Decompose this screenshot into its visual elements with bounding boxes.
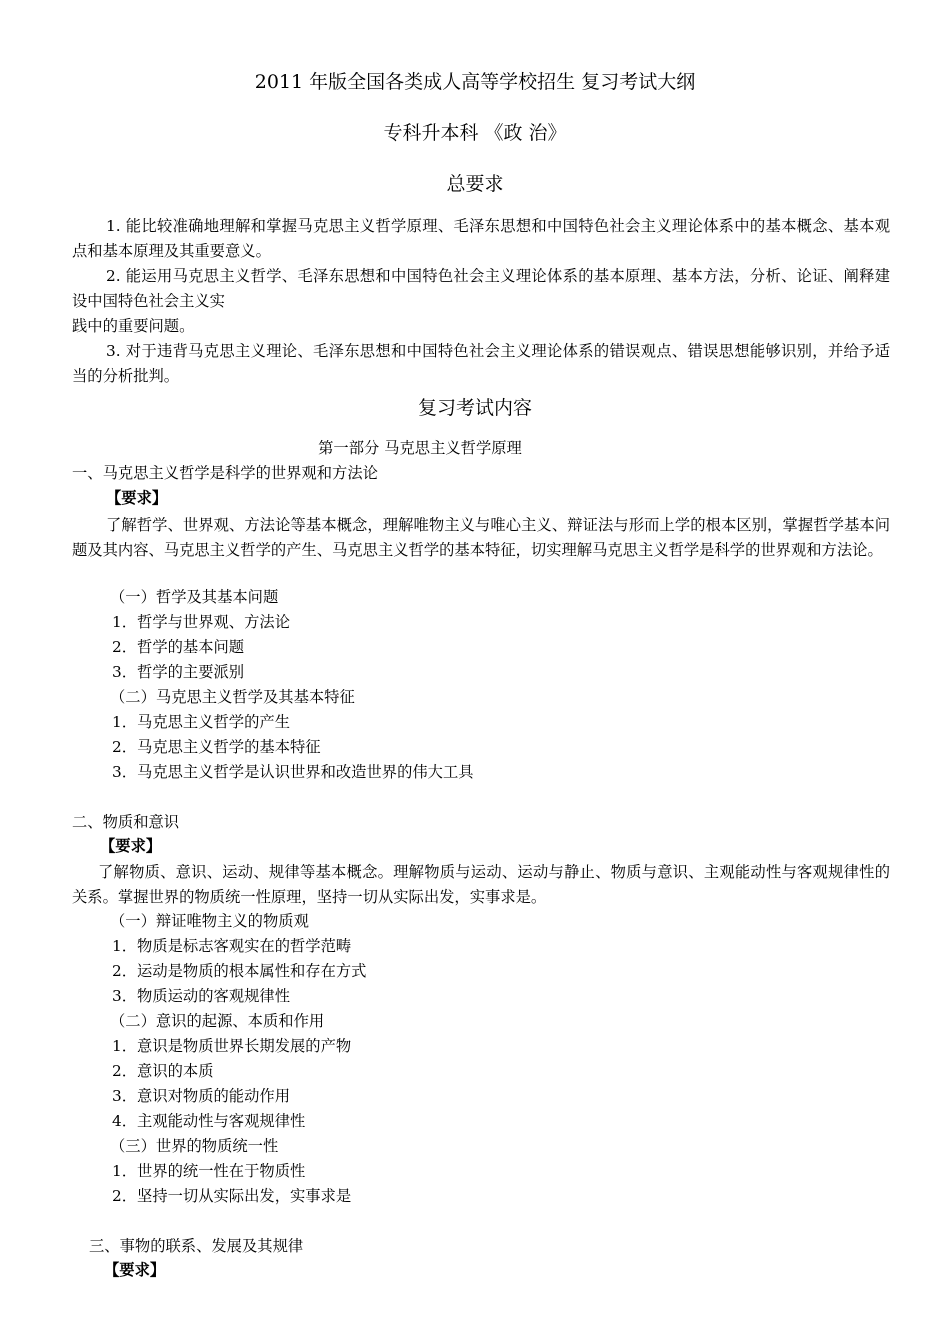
outline-item: 1．物质是标志客观实在的哲学范畴 — [112, 937, 352, 955]
outline-item: （二）马克思主义哲学及其基本特征 — [110, 688, 355, 706]
general-requirement-2-cont: 践中的重要问题。 — [72, 317, 195, 335]
outline-item: 2．哲学的基本问题 — [112, 638, 245, 656]
part-heading: 第一部分 马克思主义哲学原理 — [318, 439, 522, 457]
outline-item: 3．马克思主义哲学是认识世界和改造世界的伟大工具 — [112, 763, 474, 781]
outline-item: （一）哲学及其基本问题 — [110, 588, 279, 606]
outline-item: 1．世界的统一性在于物质性 — [112, 1162, 306, 1180]
section-heading: 一、马克思主义哲学是科学的世界观和方法论 — [72, 464, 378, 482]
general-requirement-3: 3. 对于违背马克思主义理论、毛泽东思想和中国特色社会主义理论体系的错误观点、错误思想能够识别，并给予适当的分析批判。 — [72, 342, 890, 385]
outline-item: 1．哲学与世界观、方法论 — [112, 613, 290, 631]
requirement-label: 【要求】 — [106, 489, 168, 507]
outline-item: 3．哲学的主要派别 — [112, 663, 245, 681]
general-requirement-1: 1. 能比较准确地理解和掌握马克思主义哲学原理、毛泽东思想和中国特色社会主义理论体系中的基本概念、基本观点和基本原理及其重要意义。 — [72, 217, 890, 260]
requirement-text: 了解物质、意识、运动、规律等基本概念。理解物质与运动、运动与静止、物质与意识、主观能动性与客观规律性的关系。掌握世界的物质统一性原理，坚持一切从实际出发，实事求是。 — [72, 863, 890, 906]
outline-item: 4．主观能动性与客观规律性 — [112, 1112, 306, 1130]
outline-item: 1．马克思主义哲学的产生 — [112, 713, 290, 731]
outline-item: （一）辩证唯物主义的物质观 — [110, 912, 309, 930]
general-requirement-2: 2. 能运用马克思主义哲学、毛泽东思想和中国特色社会主义理论体系的基本原理、基本方法，分析、论证、阐释建设中国特色社会主义实 — [72, 267, 890, 310]
outline-item: 1．意识是物质世界长期发展的产物 — [112, 1037, 352, 1055]
section-heading: 三、事物的联系、发展及其规律 — [89, 1237, 304, 1255]
outline-item: 2．运动是物质的根本属性和存在方式 — [112, 962, 367, 980]
requirement-label: 【要求】 — [100, 837, 162, 855]
section-heading: 二、物质和意识 — [72, 813, 180, 831]
outline-item: 3．意识对物质的能动作用 — [112, 1087, 290, 1105]
document-subtitle: 专科升本科 《政 治》 — [383, 122, 567, 144]
outline-item: 2．马克思主义哲学的基本特征 — [112, 738, 321, 756]
content-heading: 复习考试内容 — [417, 397, 532, 419]
outline-item: 3．物质运动的客观规律性 — [112, 987, 290, 1005]
outline-item: （二）意识的起源、本质和作用 — [110, 1012, 325, 1030]
document-title: 2011 年版全国各类成人高等学校招生 复习考试大纲 — [254, 71, 696, 93]
requirement-label: 【要求】 — [104, 1261, 166, 1279]
general-requirements-heading: 总要求 — [446, 173, 504, 195]
requirement-text: 了解哲学、世界观、方法论等基本概念，理解唯物主义与唯心主义、辩证法与形而上学的根本区别，掌握哲学基本问题及其内容、马克思主义哲学的产生、马克思主义哲学的基本特征，切实理解马克思主义哲学是科学的世界观和方法论。 — [72, 516, 890, 559]
outline-item: 2．坚持一切从实际出发，实事求是 — [112, 1187, 352, 1205]
outline-item: 2．意识的本质 — [112, 1062, 214, 1080]
outline-item: （三）世界的物质统一性 — [110, 1137, 279, 1155]
